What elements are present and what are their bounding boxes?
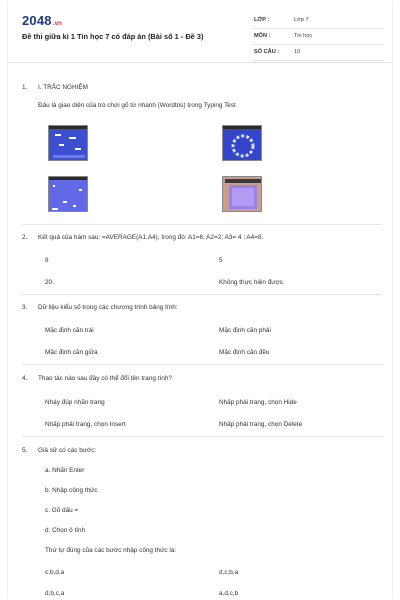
answer-option-d[interactable]: a,d,c,b — [219, 590, 239, 597]
divider — [22, 224, 382, 225]
logo-text: 2048 — [22, 13, 52, 28]
answer-option-b[interactable]: 5 — [219, 257, 223, 264]
question-text: Dữ liệu kiểu số trong các chương trình bảng tính: — [38, 304, 178, 311]
meta-value: 10 — [294, 49, 301, 55]
game-screen-image — [223, 126, 262, 161]
game-screen-image — [223, 177, 262, 212]
question-number: 5. — [22, 447, 28, 454]
meta-value: Tin học — [294, 33, 313, 39]
meta-key: MÔN : — [254, 33, 271, 39]
answer-option-d[interactable]: Nhấp phải trang, chọn Delete — [219, 421, 303, 428]
answer-option-a[interactable]: Nháy đúp nhãn trang — [45, 399, 105, 406]
meta-row-subject — [252, 29, 384, 45]
answer-option-a[interactable]: 8 — [45, 257, 49, 264]
step-d: d. Chọn ô tính — [45, 527, 86, 534]
game-screen-image — [49, 177, 88, 212]
option-image-a[interactable] — [48, 125, 88, 161]
step-b: b. Nhập công thức — [45, 487, 98, 494]
answer-option-c[interactable]: d,b,c,a — [45, 590, 65, 597]
option-image-d[interactable] — [222, 176, 262, 212]
answer-option-b[interactable]: Mặc định căn phải — [219, 327, 271, 334]
answer-option-d[interactable]: Mặc định căn đều — [219, 349, 270, 356]
answer-option-a[interactable]: c,b,d,a — [45, 569, 65, 576]
question-text: Đâu là giao diện của trò chơi gõ từ nhanh (Wordtris) trong Typing Test — [38, 102, 236, 109]
exam-page — [8, 0, 392, 600]
meta-row-class — [252, 13, 384, 29]
divider — [22, 364, 382, 365]
meta-key: LỚP : — [254, 17, 270, 23]
meta-key: SỐ CÂU : — [254, 49, 280, 55]
answer-option-a[interactable]: Mặc định căn trái — [45, 327, 94, 334]
exam-title: Đề thi giữa kì 1 Tin học 7 có đáp án (Bài số 1 - Đề 3) — [22, 32, 204, 41]
site-logo[interactable] — [22, 13, 62, 28]
question-number: 2. — [22, 234, 28, 241]
divider — [22, 294, 382, 295]
question-text: Kết quả của hàm sau: =AVERAGE(A1:A4), trong đó: A1=6; A2=2; A3= 4 ; A4=8. — [38, 234, 264, 241]
question-number: 4. — [22, 375, 28, 382]
divider — [22, 436, 382, 437]
meta-value: Lớp 7 — [294, 17, 309, 23]
answer-option-b[interactable]: Nhấp phải trang, chọn Hide — [219, 399, 297, 406]
question-number: 1. — [22, 84, 28, 91]
option-image-b[interactable] — [222, 125, 262, 161]
answer-option-b[interactable]: d,c,b,a — [219, 569, 239, 576]
answer-option-c[interactable]: 20. — [45, 279, 54, 286]
answer-option-c[interactable]: Nhấp phải trang, chọn Insert — [45, 421, 126, 428]
step-c: c. Gõ dấu = — [45, 507, 79, 514]
question-prompt: Thứ tự đúng của các bước nhập công thức là: — [45, 547, 177, 554]
game-screen-image — [49, 126, 88, 161]
question-number: 3. — [22, 304, 28, 311]
logo-suffix: .vn — [52, 21, 63, 27]
option-image-c[interactable] — [48, 176, 88, 212]
exam-header — [8, 0, 392, 63]
answer-option-d[interactable]: Không thực hiện được. — [219, 279, 285, 286]
question-text: Giả sử có các bước: — [38, 447, 97, 454]
section-heading: I. TRẮC NGHIỆM — [38, 84, 88, 91]
exam-meta-table — [252, 13, 384, 61]
step-a: a. Nhấn Enter — [45, 467, 85, 474]
answer-option-c[interactable]: Mặc định căn giữa — [45, 349, 98, 356]
questions-list — [8, 62, 392, 600]
meta-row-count — [252, 45, 384, 61]
question-text: Thao tác nào sau đây có thể đổi tên trang tính? — [38, 375, 172, 382]
